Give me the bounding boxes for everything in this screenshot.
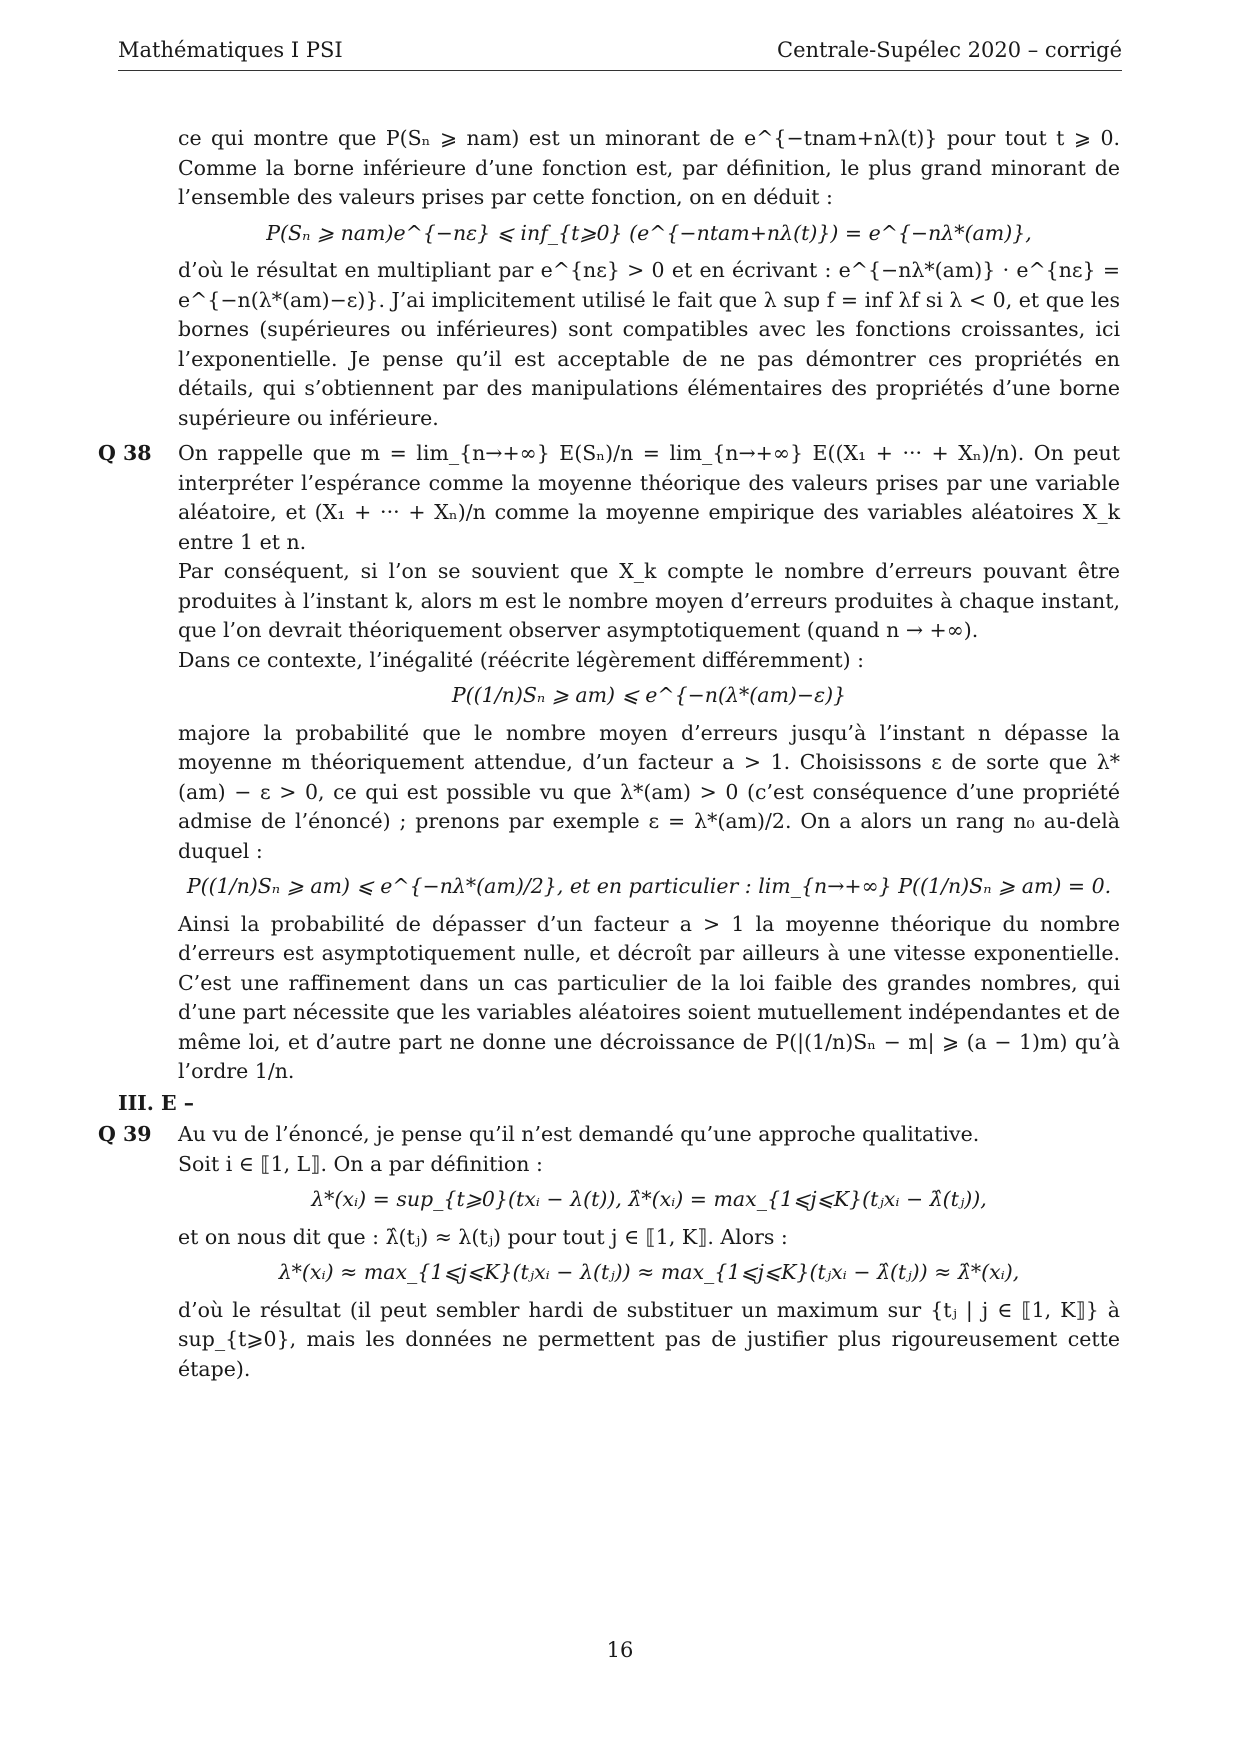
q39-block (98, 1120, 1120, 1150)
q38-paragraph-2: Par conséquent, si l’on se souvient que X_k compte le nombre d’erreurs pouvant être produites à l’instant k, alors m est le nombre moyen d’erreurs produites à chaque instant, que l’on devrait théoriquement observer asymptotiquement (quand n → +∞). (178, 559, 1120, 642)
q39-paragraph-3: et on nous dit que : λ̂(tⱼ) ≈ λ(tⱼ) pour tout j ∈ ⟦1, K⟧. Alors : (178, 1224, 788, 1249)
page-content (98, 124, 1120, 1384)
header-course: Mathématiques I PSI (118, 38, 343, 62)
q38-block (98, 439, 1120, 557)
page-header (118, 38, 1122, 71)
q38-paragraph-1: On rappelle que m = lim_{n→+∞} E(Sₙ)/n = lim_{n→+∞} E((X₁ + ··· + Xₙ)/n). On peut interpréter l’espérance comme la moyenne théorique des valeurs prises par une variable aléatoire, et (X₁ + ··· + Xₙ)/n comme la moyenne empirique des variables aléatoires X_k entre 1 et n. (178, 441, 1120, 554)
q37-end-paragraph-1: ce qui montre que P(Sₙ ⩾ nam) est un minorant de e^{−tnam+nλ(t)} pour tout t ⩾ 0. Comme la borne inférieure d’une fonction est, par définition, le plus grand minorant de l’ensemble des valeurs prises par cette fonction, on en déduit : (178, 126, 1120, 209)
q37-end-equation-1: P(Sₙ ⩾ nam)e^{−nε} ⩽ inf_{t⩾0} (e^{−ntam+nλ(t)}) = e^{−nλ*(am)}, (266, 220, 1032, 245)
q39-equation-2: λ*(xᵢ) ≈ max_{1⩽j⩽K}(tⱼxᵢ − λ(tⱼ)) ≈ max_{1⩽j⩽K}(tⱼxᵢ − λ̂(tⱼ)) ≈ λ̂*(xᵢ), (278, 1260, 1020, 1284)
q38-paragraph-4: majore la probabilité que le nombre moyen d’erreurs jusqu’à l’instant n dépasse la moyenne m théoriquement attendue, d’un facteur a > 1. Choisissons ε de sorte que λ*(am) − ε > 0, ce qui est possible vu que λ*(am) > 0 (c’est conséquence d’une propriété admise de l’énoncé) ; prenons par exemple ε = λ*(am)/2. On a alors un rang n₀ au-delà duquel : (178, 720, 1120, 863)
section-heading: III. E – (118, 1090, 195, 1115)
q39-equation-1: λ*(xᵢ) = sup_{t⩾0}(txᵢ − λ(t)), λ̂*(xᵢ) = max_{1⩽j⩽K}(tⱼxᵢ − λ̂(tⱼ)), (311, 1187, 987, 1211)
q39-paragraph-4: d’où le résultat (il peut sembler hardi de substituer un maximum sur {tⱼ | j ∈ ⟦1, K⟧} à sup_{t⩾0}, mais les données ne permettent pas de justifier plus rigoureusement cette étape). (178, 1297, 1120, 1381)
q38-equation-1: P((1/n)Sₙ ⩾ am) ⩽ e^{−n(λ*(am)−ε)} (451, 683, 847, 707)
q38-equation-2: P((1/n)Sₙ ⩾ am) ⩽ e^{−nλ*(am)/2}, et en particulier : lim_{n→+∞} P((1/n)Sₙ ⩾ am) = 0. (186, 874, 1112, 898)
q39-paragraph-1: Au vu de l’énoncé, je pense qu’il n’est demandé qu’une approche qualitative. (178, 1122, 980, 1146)
q37-end-paragraph-2: d’où le résultat en multipliant par e^{nε} > 0 et en écrivant : e^{−nλ*(am)} · e^{nε} = e^{−n(λ*(am)−ε)}. J’ai implicitement utilisé le fait que λ sup f = inf λf si λ < 0, et que les bornes (supérieures ou inférieures) sont compatibles avec les fonctions croissantes, ici l’exponentielle. Je pense qu’il est acceptable de ne pas démontrer ces propriétés en détails, qui s’obtiennent par des manipulations élémentaires des propriétés d’une borne supérieure ou inférieure. (178, 258, 1120, 430)
q38-label: Q 38 (98, 441, 152, 465)
q38-paragraph-3: Dans ce contexte, l’inégalité (réécrite légèrement différemment) : (178, 647, 865, 672)
page-number: 16 (606, 1638, 634, 1662)
q39-paragraph-2: Soit i ∈ ⟦1, L⟧. On a par définition : (178, 1151, 543, 1176)
header-exam: Centrale-Supélec 2020 – corrigé (777, 38, 1122, 62)
q38-paragraph-5: Ainsi la probabilité de dépasser d’un facteur a > 1 la moyenne théorique du nombre d’erreurs est asymptotiquement nulle, et décroît par ailleurs à une vitesse exponentielle. C’est une raffinement dans un cas particulier de la loi faible des grandes nombres, qui d’une part nécessite que les variables aléatoires soient mutuellement indépendantes et de même loi, et d’autre part ne donne une décroissance de P(|(1/n)Sₙ − m| ⩾ (a − 1)m) qu’à l’ordre 1/n. (178, 911, 1120, 1083)
q39-label: Q 39 (98, 1122, 152, 1146)
